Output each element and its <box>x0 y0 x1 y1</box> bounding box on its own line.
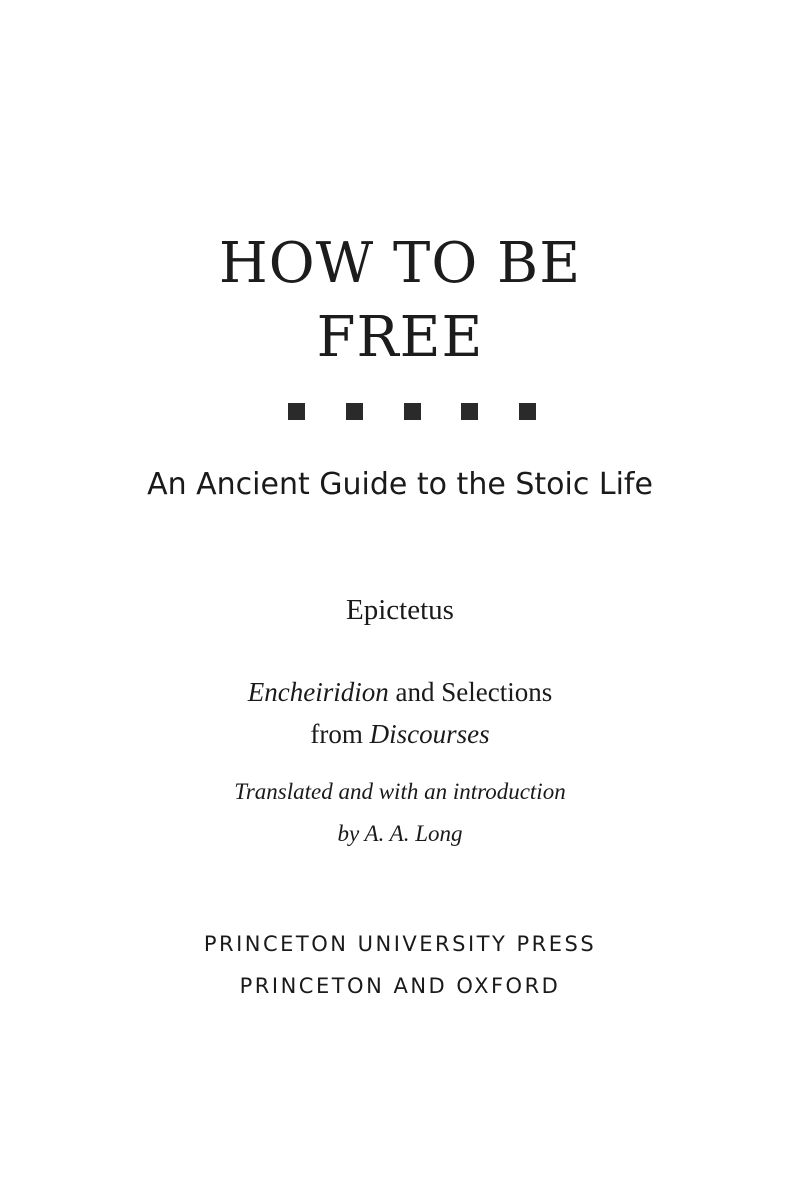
publisher-location: PRINCETON AND OXFORD <box>239 974 561 998</box>
book-title-line2: FREE <box>316 305 484 370</box>
book-subtitle: An Ancient Guide to the Stoic Life <box>147 467 653 502</box>
ornament-row <box>288 403 536 421</box>
square-ornament-icon <box>461 403 478 420</box>
work-title-encheiridion: Encheiridion <box>247 677 389 707</box>
translator-credit-line2: by A. A. Long <box>337 821 463 846</box>
translator-credit-line1: Translated and with an introduction <box>234 779 566 804</box>
book-title-line1: HOW TO BE <box>218 231 582 296</box>
work-line2-text: from <box>310 719 370 749</box>
work-description-line1 <box>0 675 800 709</box>
author-name: Epictetus <box>346 594 454 626</box>
work-title-discourses: Discourses <box>369 719 490 749</box>
square-ornament-icon <box>288 403 305 420</box>
square-ornament-icon <box>346 403 363 420</box>
work-line1-text: and Selections <box>388 677 553 707</box>
square-ornament-icon <box>404 403 421 420</box>
publisher-name: PRINCETON UNIVERSITY PRESS <box>203 932 597 956</box>
work-description-line2 <box>0 717 800 751</box>
square-ornament-icon <box>519 403 536 420</box>
